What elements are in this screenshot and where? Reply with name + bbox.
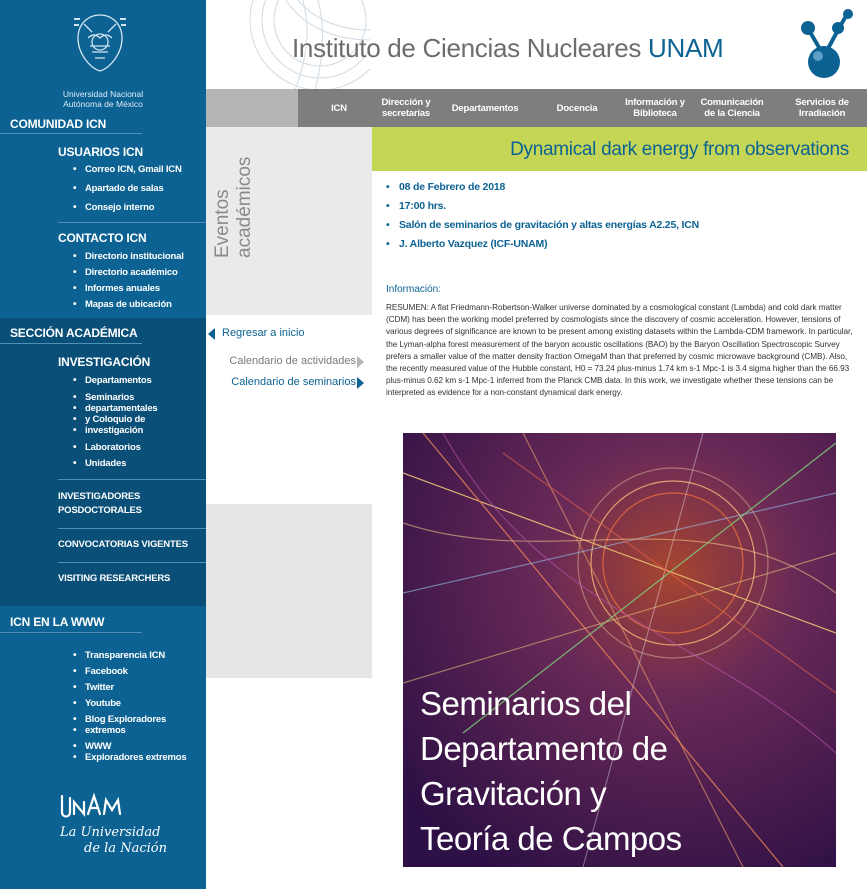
link-seminarios[interactable]: • Seminarios — [58, 392, 158, 403]
unam-crest-icon[interactable] — [70, 12, 130, 74]
event-place: • Salón de seminarios de gravitación y altas energías A2.25, ICN — [386, 216, 699, 235]
divider — [0, 343, 142, 344]
investigadores-line1: INVESTIGADORES — [58, 491, 141, 502]
investigacion-links — [58, 375, 158, 469]
link-seminarios-line2-text: departamentales — [85, 403, 158, 414]
academica-heading[interactable] — [0, 326, 138, 344]
molecule-logo-icon[interactable] — [790, 8, 860, 84]
event-speaker: • J. Alberto Vazquez (ICF-UNAM) — [386, 235, 699, 254]
back-to-home-link[interactable]: Regresar a inicio — [222, 327, 305, 339]
link-blog-exploradores[interactable]: • Blog Exploradores — [58, 714, 186, 725]
nav-docencia[interactable]: Docencia — [556, 102, 598, 114]
link-apartado-salas[interactable]: • Apartado de salas — [58, 183, 182, 194]
link-seminarios-line3[interactable] — [58, 414, 158, 425]
site-title-text: Instituto de Ciencias Nucleares — [292, 33, 642, 63]
link-facebook[interactable]: • Facebook — [58, 666, 186, 677]
www-links — [58, 650, 186, 763]
event-title: Dynamical dark energy from observations — [510, 139, 849, 160]
poster-line2: Departamento de — [420, 730, 668, 767]
link-calendar-seminars[interactable]: Calendario de seminarios — [231, 376, 356, 388]
divider — [58, 222, 206, 223]
usuarios-heading[interactable]: USUARIOS ICN — [58, 145, 143, 159]
link-directorio-academico[interactable]: • Directorio académico — [58, 267, 184, 278]
investigacion-heading[interactable]: INVESTIGACIÓN — [58, 355, 151, 369]
nav-departamentos[interactable]: Departamentos — [451, 102, 519, 114]
svg-text:La Universidad: La Universidad — [60, 825, 161, 840]
unam-signature-logo[interactable] — [58, 790, 168, 860]
sidebar — [0, 0, 206, 889]
university-name-line2: Autónoma de México — [63, 99, 143, 109]
link-blog-line2-text: extremos — [85, 725, 126, 736]
link-youtube[interactable]: • Youtube — [58, 698, 186, 709]
link-twitter[interactable]: • Twitter — [58, 682, 186, 693]
nav-comunicacion[interactable]: Comunicación de la Ciencia — [700, 97, 764, 119]
link-informes-anuales[interactable]: • Informes anuales — [58, 283, 184, 294]
divider — [58, 562, 206, 563]
poster-line1: Seminarios del — [420, 685, 632, 722]
left-grey-block — [206, 504, 372, 678]
poster-line3: Gravitación y — [420, 775, 607, 812]
link-seminarios-line3-text: y Coloquio de — [85, 414, 146, 425]
svg-text:de la Nación: de la Nación — [84, 841, 167, 856]
contacto-heading[interactable]: CONTACTO ICN — [58, 231, 147, 245]
right-arrow-icon[interactable] — [357, 356, 364, 368]
link-consejo-interno[interactable]: • Consejo interno — [58, 202, 182, 213]
link-correo[interactable]: • Correo ICN, Gmail ICN — [58, 164, 182, 175]
event-time: • 17:00 hrs. — [386, 197, 699, 216]
poster-line4: Teoría de Campos — [420, 820, 682, 857]
link-transparencia[interactable]: • Transparencia ICN — [58, 650, 186, 661]
link-seminarios-line4-text: investigación — [85, 425, 144, 436]
link-investigadores-posdoctorales[interactable] — [58, 490, 142, 518]
link-laboratorios[interactable]: • Laboratorios — [58, 442, 158, 453]
link-visiting-researchers[interactable]: VISITING RESEARCHERS — [58, 573, 171, 584]
section-label-line1: Eventos — [212, 189, 233, 258]
link-www-line2[interactable] — [58, 752, 186, 763]
nav-servicios[interactable]: Servicios de Irradiación — [795, 97, 849, 119]
usuarios-links — [58, 164, 182, 213]
nav-icn[interactable]: ICN — [331, 102, 347, 114]
comunidad-heading-text: COMUNIDAD ICN — [10, 117, 107, 131]
event-abstract: RESUMEN: A flat Friedmann-Robertson-Walker universe dominated by a cosmological constant (Lambda) and cold dark matter (CDM) has been the working model preferred by cosmologists since the discovery of cosmic acceleration. However, tensions of various degrees of significance are known to be present among existing datasets within the Lambda-CDM framework. In particular, the Lyman-alpha forest measurement of the baryon acoustic oscillations (BAO) by the Baryon Oscillation Spectroscopic Survey prefers a smaller value of the matter density fraction OmegaM than that preferred by cosmic microwave background (CMB). Also, the recently measured value of the Hubble constant, H0 = 73.24 plus-minus 1.74 km s-1 Mpc-1 is 3.4 sigma higher than the 66.93 plus-minus 0.62 km s-1 Mpc-1 inferred from the Planck CMB data. In this work, we investigate whether these tensions can be interpreted as evidence for a non-constant dynamical dark energy. — [386, 303, 853, 398]
divider — [58, 479, 206, 480]
seminar-poster — [403, 433, 836, 867]
event-date: • 08 de Febrero de 2018 — [386, 178, 699, 197]
university-name-line1: Universidad Nacional — [62, 89, 144, 99]
academica-heading-text: SECCIÓN ACADÉMICA — [10, 326, 138, 340]
info-label: Información: — [386, 284, 442, 295]
link-directorio-institucional[interactable]: • Directorio institucional — [58, 251, 184, 262]
link-mapas-ubicacion[interactable]: • Mapas de ubicación — [58, 299, 184, 310]
contacto-links — [58, 251, 184, 310]
section-label-line2: académicos — [234, 156, 255, 258]
link-departamentos[interactable]: • Departamentos — [58, 375, 158, 386]
link-calendar-activities[interactable]: Calendario de actividades — [229, 355, 356, 367]
left-arrow-icon[interactable] — [208, 328, 215, 340]
section-label — [212, 108, 256, 258]
poster-caption — [420, 681, 682, 861]
investigadores-line2: POSDOCTORALES — [58, 505, 142, 516]
sidebar-logo-area — [0, 0, 206, 112]
university-name — [0, 89, 206, 109]
nav-informacion[interactable]: Información y Biblioteca — [625, 97, 685, 119]
nav-direccion[interactable]: Dirección y secretarías — [381, 97, 431, 119]
link-www-line2-text: Exploradores extremos — [85, 752, 187, 763]
www-heading-text: ICN EN LA WWW — [10, 615, 105, 629]
event-title-bar — [372, 127, 867, 171]
site-title[interactable] — [292, 33, 723, 64]
link-seminarios-line2[interactable] — [58, 403, 158, 414]
divider — [58, 528, 206, 529]
www-heading[interactable] — [0, 615, 104, 633]
right-arrow-icon[interactable] — [357, 377, 364, 389]
divider — [0, 632, 142, 633]
divider — [0, 133, 142, 134]
link-seminarios-line4[interactable] — [58, 425, 158, 436]
link-convocatorias[interactable]: CONVOCATORIAS VIGENTES — [58, 539, 188, 550]
site-title-brand: UNAM — [648, 33, 724, 63]
event-details — [386, 178, 699, 254]
link-www[interactable]: • WWW — [58, 741, 186, 752]
link-unidades[interactable]: • Unidades — [58, 458, 158, 469]
link-blog-exploradores-line2[interactable] — [58, 725, 186, 736]
top-navigation — [206, 89, 867, 127]
